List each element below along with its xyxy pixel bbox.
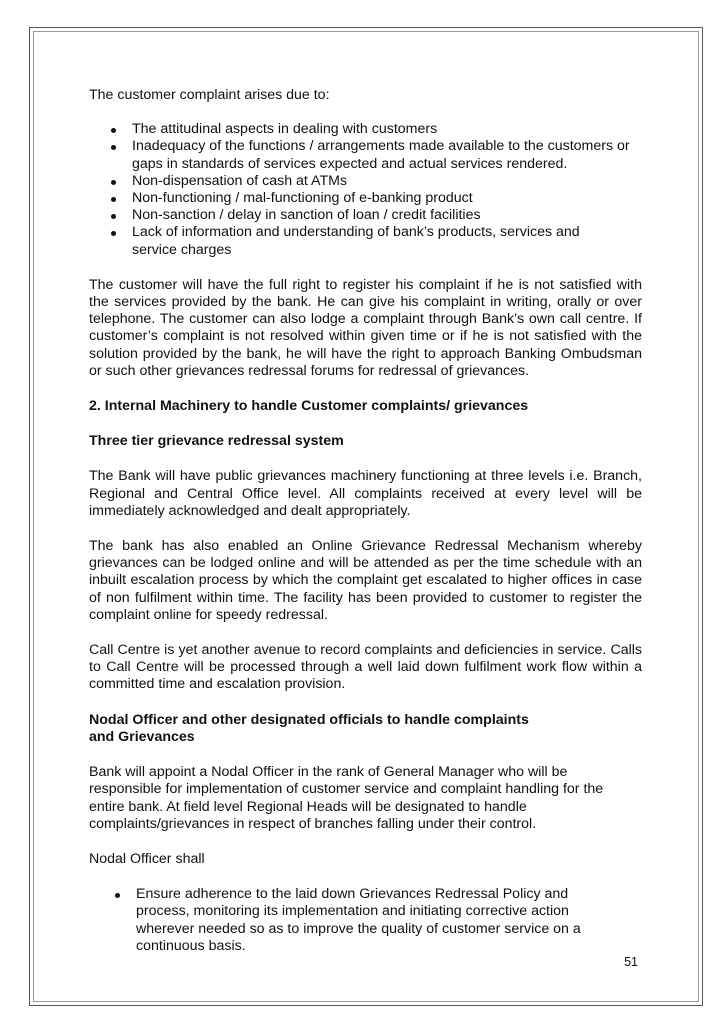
list-item: Inadequacy of the functions / arrangements made available to the customers or gaps in standards of services expected and actual services rendered. [89, 138, 642, 172]
bullet-icon [115, 893, 120, 898]
list-item: The attitudinal aspects in dealing with customers [89, 121, 642, 138]
subheading-nodal-officer: Nodal Officer and other designated officials to handle complaints and Grievances [89, 711, 529, 745]
bullet-icon [111, 197, 116, 202]
causes-list [89, 121, 642, 259]
list-item: Lack of information and understanding of bank’s products, services and service charges [89, 224, 642, 258]
bullet-icon [111, 145, 116, 150]
online-mechanism-paragraph: The bank has also enabled an Online Grievance Redressal Mechanism whereby grievances can be lodged online and will be attended as per the time schedule with an inbuilt escalation process by which the complaint get escalated to higher offices in case of non fulfilment within time. The facility has been provided to customer to register the complaint online for speedy redressal. [89, 538, 642, 623]
three-levels-paragraph: The Bank will have public grievances machinery functioning at three levels i.e. Branch, Regional and Central Office level. All complaints received at every level will be immediately acknowledged and dealt appropriately. [89, 468, 642, 519]
rights-paragraph: The customer will have the full right to register his complaint if he is not satisfied with the services provided by the bank. He can give his complaint in writing, orally or over telephone. The customer can also lodge a complaint through Bank’s own call centre. If customer’s complaint is not resolved within given time or if he is not satisfied with the solution provided by the bank, he will have the right to approach Banking Ombudsman or such other grievances redressal forums for redressal of grievances. [89, 276, 642, 379]
list-item: Ensure adherence to the laid down Grievances Redressal Policy and process, monitoring its implementation and initiating corrective action wherever needed so as to improve the quality of customer service on a continuous basis. [89, 886, 642, 955]
bullet-icon [111, 128, 116, 133]
page-number: 51 [624, 955, 638, 969]
nodal-shall-text: Nodal Officer shall [89, 850, 205, 867]
nodal-officer-paragraph: Bank will appoint a Nodal Officer in the rank of General Manager who will be responsible for implementation of customer service and complaint handling for the entire bank. At field level Regional Heads will be designated to handle complaints/grievances in respect of branches falling under their control. [89, 764, 604, 832]
list-item: Non-dispensation of cash at ATMs [89, 173, 642, 190]
bullet-icon [111, 214, 116, 219]
bullet-icon [111, 180, 116, 185]
intro-text: The customer complaint arises due to: [89, 87, 330, 103]
list-item: Non-functioning / mal-functioning of e-banking product [89, 190, 642, 207]
list-item: Non-sanction / delay in sanction of loan / credit facilities [89, 207, 642, 224]
nodal-duties-list [89, 886, 642, 955]
section-heading: 2. Internal Machinery to handle Customer complaints/ grievances [89, 398, 529, 415]
document-body [89, 87, 642, 955]
call-centre-paragraph: Call Centre is yet another avenue to record complaints and deficiencies in service. Calls to Call Centre will be processed through a well laid down fulfilment work flow within a committed time and escalation provision. [89, 642, 642, 693]
subheading-three-tier: Three tier grievance redressal system [89, 433, 344, 450]
bullet-icon [111, 231, 116, 236]
